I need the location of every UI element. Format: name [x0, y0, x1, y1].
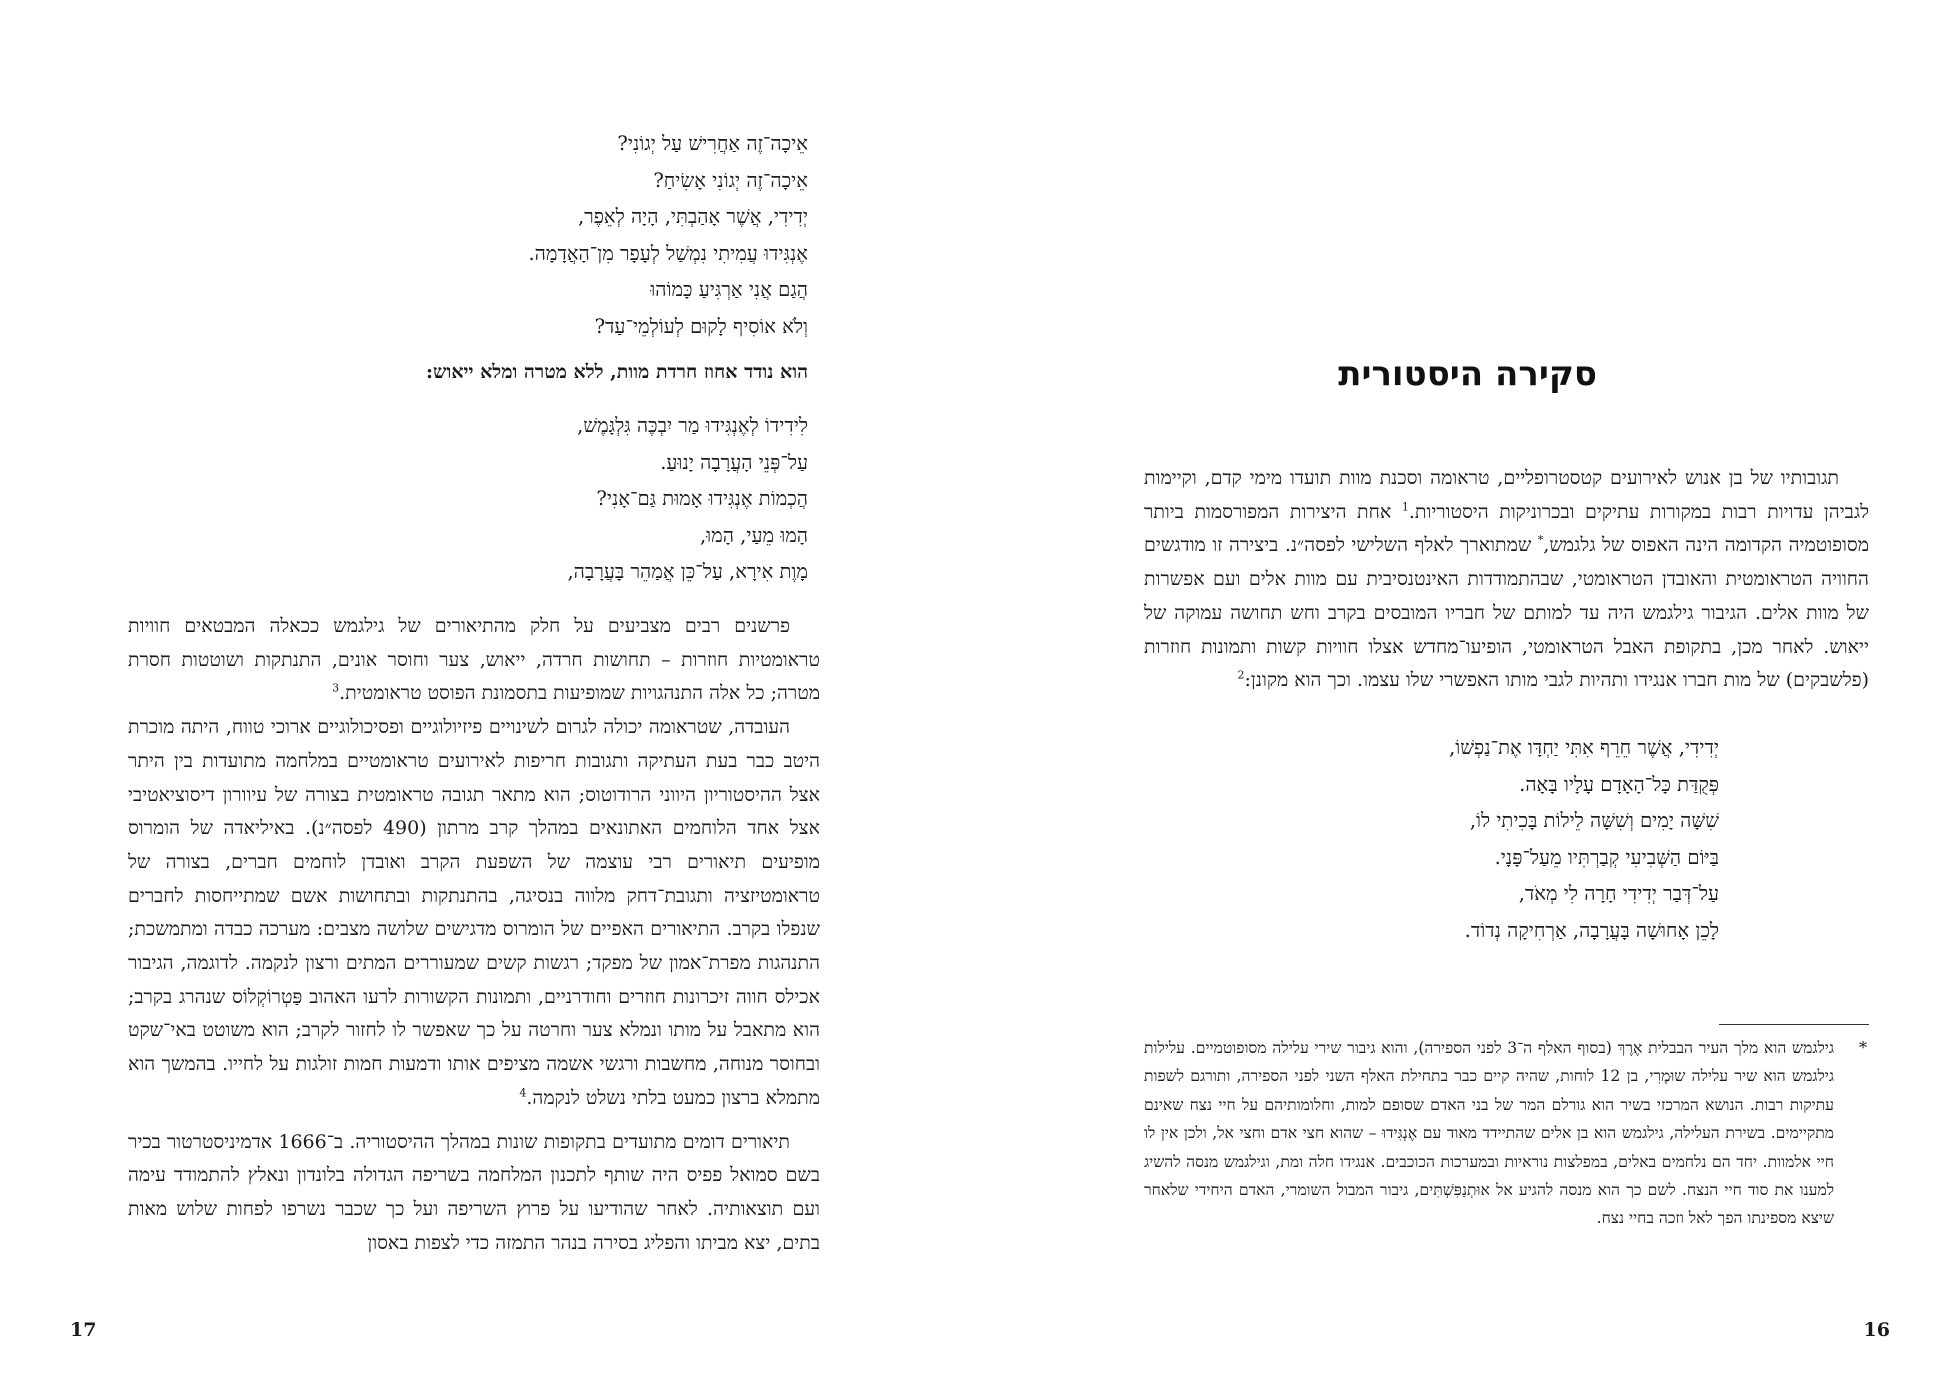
footnote-ref: 2: [1237, 668, 1245, 682]
right-page: [980, 0, 1960, 1396]
poem-line: בַּיּוֹם הַשְּׁבִיעִי קְבַרְתִּיו מֵעַל־פָּנָי.: [1494, 845, 1719, 869]
poem-line: אֵיכָה־זֶה יְגוֹנִי אָשִׂיחַ?: [653, 168, 808, 192]
poem-line: הֲכְמוֹת אֶנְגִּידוּ אָמוּת גַּם־אָנִי?: [596, 487, 808, 510]
poem-line: עַל־פְּנֵי הָעֲרָבָה יָנוּעַ.: [660, 450, 808, 474]
poem-line: אֵיכָה־זֶה אַחֲרִישׁ עַל יְגוֹנִי?: [617, 132, 808, 155]
paragraph-text: תגובותיו של בן אנוש לאירועים קטסטרופליים, טראומה וסכנת מוות תועדו מימי קדם, וקיימות לגביהן עדויות רבות במקורות עתיקים ובכרוניקות היסטוריות.: [1144, 467, 1869, 523]
paragraph-text: העובדה, שטראומה יכולה לגרום לשינויים פיזיולוגיים ופסיכולוגיים ארוכי טווח, היתה מוכרת היטב כבר בעת העתיקה ותגובות חריפות לאירועים טראומטיים במלחמה מתועדות בין היתר אצל ההיסטוריון היווני הרודוטוס; הוא מתאר תגובה טראומטית בצורה של עיוורון דיסוציאטיבי אצל אחד הלוחמים האתונאים במהלך קרב מרתון (490 לפסה״נ). באיליאדה של הומרוס מופיעים תיאורים רבי עוצמה של השפעת הקרב ואובדן לוחמים חברים, בצורה של טראומטיזציה ותגובת־דחק מלווה בנסיגה, בהתנתקות ובתחושות אשם שמתייחסות לחברים שנפלו בקרב. התיאורים האפיים של הומרוס מדגישים שלושה מצבים: מערכה כבדה ומתמשכת; התנהגות מפרת־אמון של מפקד; רגשות קשים שמעוררים המתים ורצון לנקמה. לדוגמה, הגיבור אכילס חווה זיכרונות חוזרים וחודרניים, ותמונות הקשורות לרעו האהוב פַּטְרוֹקְלוֹס שנהרג בקרב; הוא מתאבל על מותו ונמלא צער וחרטה על כך שאפשר לו לחזור לקרב; הוא משוטט באי־שקט ובחוסר מנוחה, מחשבות ורגשי אשמה מציפים אותו ודמעות חמות זולגות על לחייו. בהמשך הוא מתמלא ברצון כמעט בלתי נשלט לנקמה.: [128, 716, 820, 1109]
poem-line: לִידִידוֹ לְאֶנְגִּידוּ מַר יִבְכֶּה גִּלְגָּמֶשׁ,: [577, 414, 808, 437]
chapter-title: סקירה היסטורית: [1338, 354, 1597, 394]
poem-line: פְּקֻדַּת כָּל־הָאָדָם עָלָיו בָּאָה.: [1519, 772, 1719, 796]
poem-line: לָכֵן אָחוּשָׁה בָּעֲרָבָה, אַרְחִיקָה נְדוֹד.: [1464, 918, 1719, 942]
right-body-text: [1144, 462, 1869, 698]
lead-in-line: הוא נודד אחוז חרדת מוות, ללא מטרה ומלא ייאוש:: [426, 361, 808, 383]
poem-line: עַל־דְּבַר יְדִידִי חָרָה לִי מְאֹד,: [1518, 882, 1719, 905]
footnote-marker: *: [1859, 1038, 1867, 1057]
footnote-ref: 3: [332, 682, 340, 696]
poem-line: אֶנְגִּידוּ עֲמִיתִי נִמְשַׁל לְעָפָר מִן־הָאֲדָמָה.: [528, 241, 808, 265]
footnote-rule: [1719, 1024, 1869, 1025]
paragraph: [128, 711, 820, 1115]
footnote-ref: 4: [519, 1086, 527, 1100]
paragraph-text: תיאורים דומים מתועדים בתקופות שונות במהלך ההיסטוריה. ב־1666 אדמיניסטרטור בכיר בשם סמואל פפיס היה שותף לתכנון המלחמה בשריפה הגדולה בלונדון ונאלץ להתמודד עימה ועם תוצאותיה. לאחר שהודיעו על פרוץ השריפה ועל כך שכבר נשרפו לפחות שלוש מאות בתים, יצא מביתו והפליג בסירה בנהר התמזה כדי לצפות באסון: [128, 1130, 820, 1254]
paragraph-text: פרשנים רבים מצביעים על חלק מהתיאורים של גילגמש ככאלה המבטאים חוויות טראומטיות חוזרות – תחושות חרדה, ייאוש, צער וחוסר אונים, התנתקות ושוטטות חסרת מטרה; כל אלה התנהגויות שמופיעות בתסמונת הפוסט טראומטית.: [128, 615, 820, 705]
poem-line: הָמוּ מֵעַי, הָמוּ,: [699, 523, 808, 547]
poem-lament: [288, 126, 808, 345]
footnote-text: גילגמש הוא מלך העיר הבבלית אֶרֶךְ (בסוף האלף ה־3 לפני הספירה), והוא גיבור שירי עלילה מסופוטמיים. עלילות גילגמש הוא שיר עלילה שוּמֶרִי, בן 12 לוחות, שהיה קיים כבר בתחילת האלף השני לפני הספירה, ותורגם לשפות עתיקות רבות. הנושא המרכזי בשיר הוא גורלם המר של בני האדם שסופם למות, וחלומותיהם על חיי נצח שאינם מתקיימים. בשירת העלילה, גילגמש הוא בן אלים שהתיידד מאוד עם אֶנְגִּידוּ – שהוא חצי אדם וחצי אל, ולכן אין לו חיי אלמוות. יחד הם נלחמים באלים, במפלצות נוראיות ובמערכות הכוכבים. אנגידו חלה ומת, וגילגמש מנסה להשיג למענו את סוד חיי הנצח. לשם כך הוא מנסה להגיע אל אוּתְנַפִּשְׁתִּים, גיבור המבול השומרי, האדם היחידי שלאחר שיצא מספינתו הפך לאל וזכה בחיי נצח.: [1144, 1039, 1834, 1228]
page-number: 17: [70, 1319, 97, 1341]
paragraph: [1144, 462, 1869, 698]
poem-wandering: [288, 408, 808, 591]
poem-line: הֲגַם אֲנִי אַרְגִּיעַ כָּמוֹהוּ: [650, 278, 808, 301]
poem-line: שִׁשָּׁה יָמִים וְשִׁשָּׁה לֵילוֹת בָּכִיתִי לוֹ,: [1469, 809, 1719, 832]
paragraph-text: שמתוארך לאלף השלישי לפסה״נ. ביצירה זו מודגשים החוויה הטראומטית והאובדן הטראומטי, שבהתמודדות האינטנסיבית עם מוות אלים ועם אפשרות של מוות אלים. הגיבור גילגמש היה עד למותם של חבריו המובסים בקרב וחש תחושה עמוקה של ייאוש. לאחר מכן, בתקופת האבל הטראומטי, הופיעו־מחדש אצלו חוויות קשות ותמונות חוזרות (פלשבקים) של מות חברו אנגידו ותהיות לגבי מותו האפשרי שלו עצמו. וכך הוא מקונן:: [1144, 534, 1869, 692]
poem-lament-gilgamesh: [1199, 730, 1719, 949]
paragraph: [128, 610, 820, 711]
poem-line: מָוֶת אִירָא, עַל־כֵּן אֲמַהֵר בָּעֲרָבָה,: [567, 560, 808, 583]
poem-line: יְדִידִי, אֲשֶׁר חֵרֵף אִתִּי יַחְדָּו אֶת־נַפְשׁוֹ,: [1449, 736, 1719, 759]
poem-line: יְדִידִי, אֲשֶׁר אָהַבְתִּי, הָיָה לְאֵפֶר,: [577, 205, 808, 228]
poem-line: וְלֹא אוֹסִיף לָקוּם לְעוֹלְמֵי־עַד?: [594, 314, 808, 338]
paragraph: [128, 1126, 820, 1261]
paragraph-text: אחת היצירות המפורסמות ביותר מסופוטמיה הקדומה הינה האפוס של גלגמש,: [1144, 500, 1869, 557]
left-body-text: [128, 610, 820, 1260]
footnote-ref: *: [1537, 534, 1544, 548]
page-number: 16: [1863, 1319, 1890, 1341]
footnote-ref: 1: [1401, 500, 1409, 514]
